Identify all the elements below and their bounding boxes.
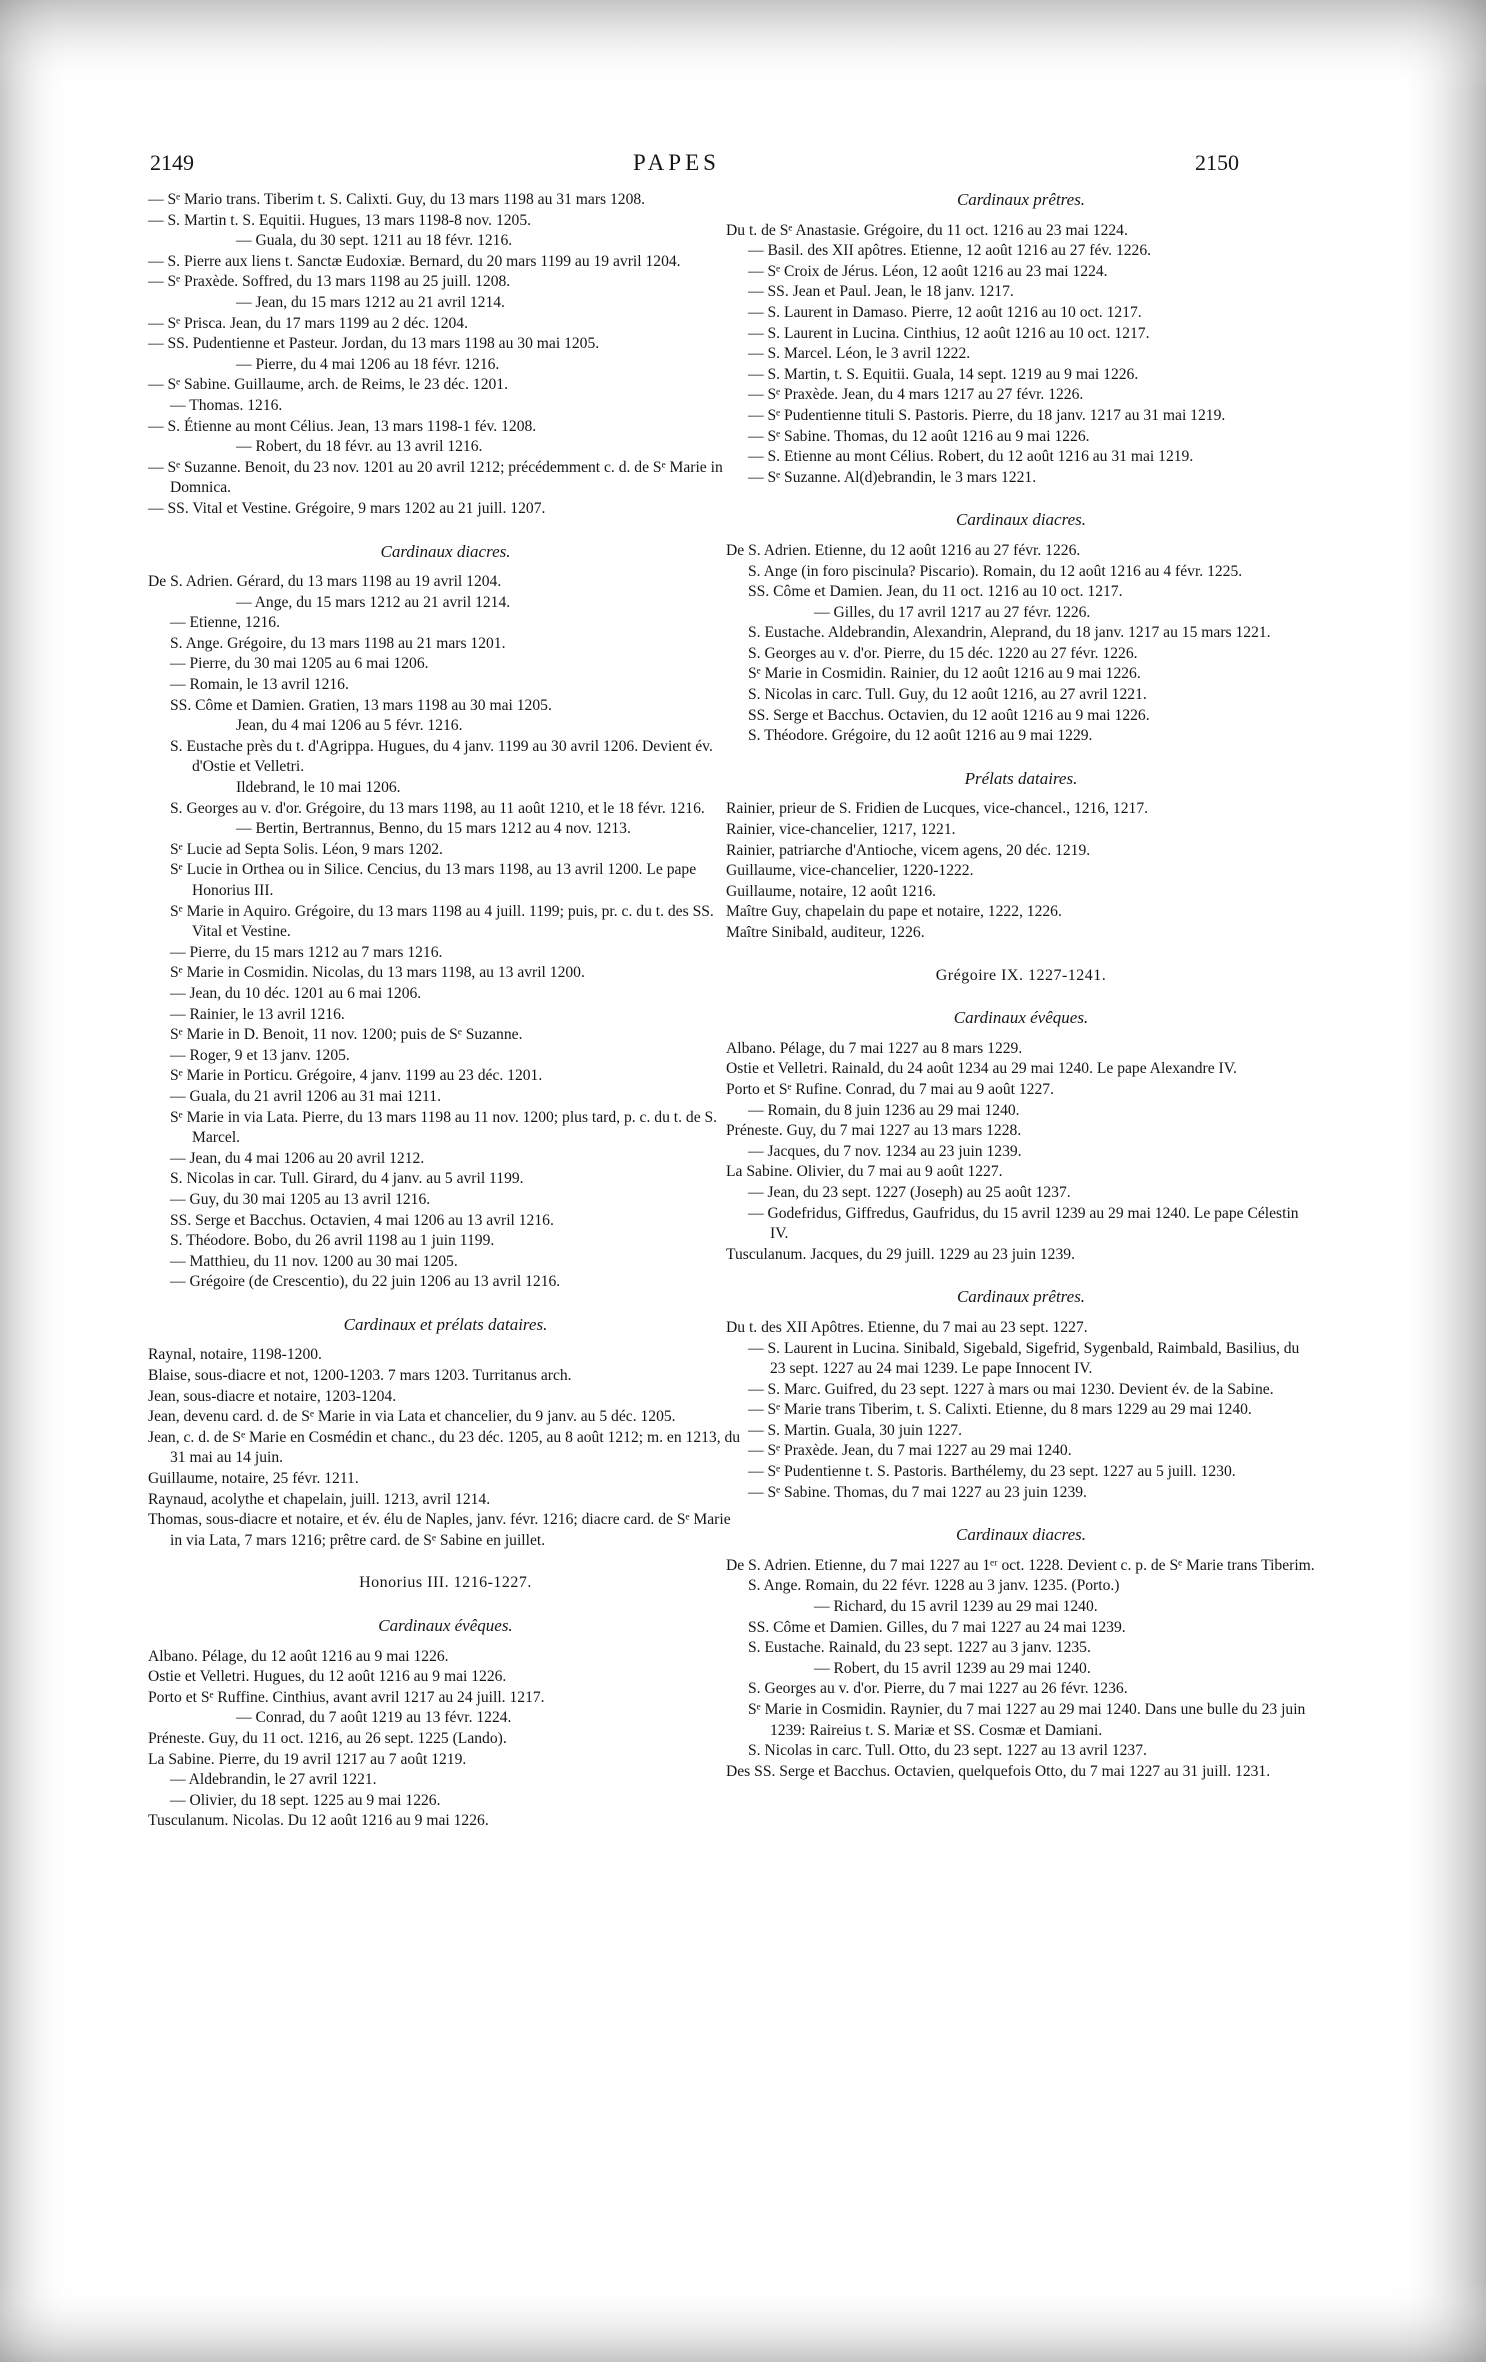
cardinal-entry: — Jean, du 4 mai 1206 au 20 avril 1212. (170, 1149, 425, 1167)
right-column (726, 190, 1316, 1782)
cardinal-entry: — Grégoire (de Crescentio), du 22 juin 1206 au 13 avril 1216. (170, 1273, 561, 1291)
cardinal-entry: — Sᵉ Pudentienne tituli S. Pastoris. Pierre, du 18 janv. 1217 au 31 mai 1219. (748, 406, 1226, 424)
cardinal-entry: S. Ange. Romain, du 22 févr. 1228 au 3 janv. 1235. (Porto.) (748, 1577, 1120, 1595)
cardinal-entry: Albano. Pélage, du 7 mai 1227 au 8 mars 1229. (726, 1039, 1023, 1057)
left-page-number: 2149 (150, 150, 194, 175)
cardinal-entry: — Pierre, du 4 mai 1206 au 18 févr. 1216. (236, 355, 500, 373)
cardinal-entry: Thomas, sous-diacre et notaire, et év. élu de Naples, janv. févr. 1216; diacre card. de Sᵉ Marie in via Lata, 7 mars 1216; prêtre card. de Sᵉ Sabine en juillet. (148, 1511, 731, 1549)
cardinal-entry: — Jean, du 10 déc. 1201 au 6 mai 1206. (170, 984, 422, 1002)
section-heading: Cardinaux diacres. (380, 541, 511, 561)
cardinal-entry: Maître Sinibald, auditeur, 1226. (726, 924, 925, 941)
cardinal-entry: — S. Marc. Guifred, du 23 sept. 1227 à mars ou mai 1230. Devient év. de la Sabine. (748, 1380, 1274, 1398)
cardinal-entry: Ostie et Velletri. Hugues, du 12 août 1216 au 9 mai 1226. (148, 1668, 507, 1686)
cardinal-entry: — S. Laurent in Damaso. Pierre, 12 août 1216 au 10 oct. 1217. (748, 303, 1142, 321)
section-heading: Prélats dataires. (964, 768, 1078, 788)
cardinal-entry: Sᵉ Marie in via Lata. Pierre, du 13 mars 1198 au 11 nov. 1200; plus tard, p. c. du t. de S. Marcel. (170, 1108, 718, 1147)
cardinal-entry: S. Théodore. Grégoire, du 12 août 1216 au 9 mai 1229. (748, 727, 1093, 745)
running-title: PAPES (633, 150, 720, 175)
pontificate-heading: Grégoire IX. 1227-1241. (935, 966, 1107, 984)
cardinal-entry: — Richard, du 15 avril 1239 au 29 mai 1240. (814, 1598, 1098, 1616)
cardinal-entry: — Roger, 9 et 13 janv. 1205. (170, 1046, 350, 1064)
cardinal-entry: Tusculanum. Jacques, du 29 juill. 1229 au 23 juin 1239. (726, 1245, 1075, 1263)
cardinal-entry: Ildebrand, le 10 mai 1206. (236, 779, 401, 797)
cardinal-entry: — S. Étienne au mont Célius. Jean, 13 mars 1198-1 fév. 1208. (148, 417, 537, 435)
section-heading: Cardinaux diacres. (955, 510, 1086, 530)
cardinal-entry: SS. Serge et Bacchus. Octavien, 4 mai 1206 au 13 avril 1216. (170, 1211, 554, 1229)
cardinal-entry: Jean, devenu card. d. de Sᵉ Marie in via Lata et chancelier, du 9 janv. au 5 déc. 1205. (148, 1408, 676, 1426)
cardinal-entry: S. Ange. Grégoire, du 13 mars 1198 au 21 mars 1201. (170, 634, 506, 652)
cardinal-entry: Maître Guy, chapelain du pape et notaire, 1222, 1226. (726, 903, 1062, 921)
cardinal-entry: La Sabine. Pierre, du 19 avril 1217 au 7 août 1219. (148, 1750, 467, 1768)
cardinal-entry: De S. Adrien. Gérard, du 13 mars 1198 au 19 avril 1204. (148, 573, 502, 591)
cardinal-entry: Tusculanum. Nicolas. Du 12 août 1216 au 9 mai 1226. (148, 1812, 489, 1830)
cardinal-entry: Sᵉ Lucie in Orthea ou in Silice. Cencius, du 13 mars 1198, au 13 avril 1200. Le pape Honorius III. (170, 861, 697, 899)
cardinal-entry: — S. Martin. Guala, 30 juin 1227. (748, 1421, 962, 1439)
cardinal-entry: Du t. de Sᵉ Anastasie. Grégoire, du 11 oct. 1216 au 23 mai 1224. (726, 221, 1128, 239)
cardinal-entry: S. Georges au v. d'or. Pierre, du 7 mai 1227 au 26 févr. 1236. (748, 1680, 1128, 1698)
cardinal-entry: Guillaume, vice-chancelier, 1220-1222. (726, 862, 974, 880)
cardinal-entry: — Robert, du 15 avril 1239 au 29 mai 1240. (814, 1659, 1091, 1677)
cardinal-entry: — Jean, du 23 sept. 1227 (Joseph) au 25 août 1237. (748, 1183, 1071, 1201)
cardinal-entry: — Sᵉ Praxède. Jean, du 4 mars 1217 au 27 févr. 1226. (748, 386, 1084, 404)
cardinal-entry: S. Théodore. Bobo, du 26 avril 1198 au 1 juin 1199. (170, 1232, 495, 1250)
cardinal-entry: Préneste. Guy, du 11 oct. 1216, au 26 sept. 1225 (Lando). (148, 1729, 507, 1747)
cardinal-entry: Sᵉ Marie in Porticu. Grégoire, 4 janv. 1199 au 23 déc. 1201. (170, 1067, 543, 1085)
cardinal-entry: De S. Adrien. Etienne, du 12 août 1216 au 27 févr. 1226. (726, 541, 1081, 559)
cardinal-entry: — S. Pierre aux liens t. Sanctæ Eudoxiæ. Bernard, du 20 mars 1199 au 19 avril 1204. (148, 252, 681, 270)
cardinal-entry: — Olivier, du 18 sept. 1225 au 9 mai 1226. (170, 1791, 441, 1809)
cardinal-entry: Jean, du 4 mai 1206 au 5 févr. 1216. (236, 717, 463, 735)
cardinal-entry: — S. Martin t. S. Equitii. Hugues, 13 mars 1198-8 nov. 1205. (148, 211, 532, 229)
cardinal-entry: — SS. Jean et Paul. Jean, le 18 janv. 1217. (748, 283, 1014, 301)
cardinal-entry: Guillaume, notaire, 25 févr. 1211. (148, 1470, 359, 1488)
cardinal-entry: — Guala, du 30 sept. 1211 au 18 févr. 1216. (236, 232, 513, 250)
cardinal-entry: Des SS. Serge et Bacchus. Octavien, quelquefois Otto, du 7 mai 1227 au 31 juill. 1231. (726, 1762, 1271, 1780)
cardinal-entry: — Romain, le 13 avril 1216. (170, 676, 349, 694)
cardinal-entry: — Jean, du 15 mars 1212 au 21 avril 1214. (236, 293, 505, 311)
cardinal-entry: — Sᵉ Sabine. Guillaume, arch. de Reims, le 23 déc. 1201. (148, 376, 508, 394)
cardinal-entry: Préneste. Guy, du 7 mai 1227 au 13 mars 1228. (726, 1122, 1022, 1140)
cardinal-entry: — Basil. des XII apôtres. Etienne, 12 août 1216 au 27 fév. 1226. (748, 242, 1152, 260)
cardinal-entry: — SS. Vital et Vestine. Grégoire, 9 mars 1202 au 21 juill. 1207. (148, 499, 546, 517)
cardinal-entry: — Pierre, du 15 mars 1212 au 7 mars 1216. (170, 943, 443, 961)
cardinal-entry: — Sᵉ Sabine. Thomas, du 7 mai 1227 au 23 juin 1239. (748, 1483, 1087, 1501)
right-page-number: 2150 (1195, 150, 1239, 175)
cardinal-entry: — Guy, du 30 mai 1205 au 13 avril 1216. (170, 1190, 431, 1208)
cardinal-entry: Rainier, prieur de S. Fridien de Lucques, vice-chancel., 1216, 1217. (726, 800, 1149, 818)
cardinal-entry: Porto et Sᵉ Ruffine. Cinthius, avant avril 1217 au 24 juill. 1217. (148, 1688, 545, 1706)
cardinal-entry: — Rainier, le 13 avril 1216. (170, 1005, 345, 1023)
cardinal-entry: — SS. Pudentienne et Pasteur. Jordan, du 13 mars 1198 au 30 mai 1205. (148, 335, 600, 353)
cardinal-entry: Sᵉ Marie in Cosmidin. Nicolas, du 13 mars 1198, au 13 avril 1200. (170, 964, 585, 982)
pontificate-heading: Honorius III. 1216-1227. (359, 1574, 532, 1592)
cardinal-entry: Du t. des XII Apôtres. Etienne, du 7 mai au 23 sept. 1227. (726, 1318, 1088, 1336)
cardinal-entry: S. Eustache. Rainald, du 23 sept. 1227 au 3 janv. 1235. (748, 1639, 1091, 1657)
cardinal-entry: Rainier, vice-chancelier, 1217, 1221. (726, 821, 956, 839)
cardinal-entry: Sᵉ Marie in Aquiro. Grégoire, du 13 mars 1198 au 4 juill. 1199; puis, pr. c. du t. des SS. Vital et Vestine. (170, 902, 714, 941)
section-heading: Cardinaux évêques. (953, 1008, 1089, 1028)
cardinal-entry: — S. Laurent in Lucina. Sinibald, Sigebald, Sigefrid, Sygenbald, Raimbald, Basilius, du 23 sept. 1227 au 24 mai 1239. Le pape Innocent IV. (748, 1339, 1300, 1378)
cardinal-entry: — Gilles, du 17 avril 1217 au 27 févr. 1226. (814, 603, 1091, 621)
cardinal-entry: — Conrad, du 7 août 1219 au 13 févr. 1224. (236, 1709, 512, 1727)
cardinal-entry: S. Eustache près du t. d'Agrippa. Hugues, du 4 janv. 1199 au 30 avril 1206. Devient év. d'Ostie et Velletri. (170, 737, 713, 776)
cardinal-entry: — Thomas. 1216. (170, 396, 283, 414)
cardinal-entry: Porto et Sᵉ Rufine. Conrad, du 7 mai au 9 août 1227. (726, 1080, 1054, 1098)
cardinal-entry: S. Eustache. Aldebrandin, Alexandrin, Aleprand, du 18 janv. 1217 au 15 mars 1221. (748, 624, 1271, 642)
cardinal-entry: S. Georges au v. d'or. Grégoire, du 13 mars 1198, au 11 août 1210, et le 18 févr. 1216. (170, 799, 705, 817)
cardinal-entry: — Matthieu, du 11 nov. 1200 au 30 mai 1205. (170, 1252, 458, 1270)
cardinal-entry: — Bertin, Bertrannus, Benno, du 15 mars 1212 au 4 nov. 1213. (236, 820, 631, 838)
cardinal-entry: SS. Côme et Damien. Gratien, 13 mars 1198 au 30 mai 1205. (170, 696, 552, 714)
cardinal-entry: — Sᵉ Pudentienne t. S. Pastoris. Barthélemy, du 23 sept. 1227 au 5 juill. 1230. (748, 1463, 1236, 1481)
cardinal-entry: S. Nicolas in carc. Tull. Guy, du 12 août 1216, au 27 avril 1221. (748, 686, 1147, 704)
cardinal-entry: SS. Serge et Bacchus. Octavien, du 12 août 1216 au 9 mai 1226. (748, 706, 1150, 724)
cardinal-entry: SS. Côme et Damien. Jean, du 11 oct. 1216 au 10 oct. 1217. (748, 583, 1123, 601)
cardinal-entry: — Sᵉ Prisca. Jean, du 17 mars 1199 au 2 déc. 1204. (148, 314, 469, 332)
cardinal-entry: — Romain, du 8 juin 1236 au 29 mai 1240. (748, 1101, 1020, 1119)
cardinal-entry: — Robert, du 18 févr. au 13 avril 1216. (236, 438, 483, 456)
cardinal-entry: Sᵉ Marie in D. Benoit, 11 nov. 1200; puis de Sᵉ Suzanne. (170, 1026, 523, 1044)
section-heading: Cardinaux et prélats dataires. (343, 1314, 548, 1334)
cardinal-entry: — Sᵉ Praxède. Jean, du 7 mai 1227 au 29 mai 1240. (748, 1442, 1072, 1460)
cardinal-entry: Guillaume, notaire, 12 août 1216. (726, 882, 937, 900)
cardinal-entry: — Jacques, du 7 nov. 1234 au 23 juin 1239. (748, 1142, 1022, 1160)
cardinal-entry: — Sᵉ Sabine. Thomas, du 12 août 1216 au 9 mai 1226. (748, 427, 1090, 445)
cardinal-entry: Raynaud, acolythe et chapelain, juill. 1213, avril 1214. (148, 1490, 491, 1508)
cardinal-entry: Blaise, sous-diacre et not, 1200-1203. 7 mars 1203. Turritanus arch. (148, 1367, 572, 1385)
cardinal-entry: De S. Adrien. Etienne, du 7 mai 1227 au 1ᵉʳ oct. 1228. Devient c. p. de Sᵉ Marie trans Tiberim. (726, 1556, 1315, 1574)
cardinal-entry: Raynal, notaire, 1198-1200. (148, 1346, 322, 1364)
cardinal-entry: Ostie et Velletri. Rainald, du 24 août 1234 au 29 mai 1240. Le pape Alexandre IV. (726, 1060, 1237, 1078)
cardinal-entry: SS. Côme et Damien. Gilles, du 7 mai 1227 au 24 mai 1239. (748, 1618, 1126, 1636)
cardinal-entry: — Sᵉ Suzanne. Benoit, du 23 nov. 1201 au 20 avril 1212; précédemment c. d. de Sᵉ Marie in Domnica. (148, 458, 723, 497)
cardinal-entry: — Aldebrandin, le 27 avril 1221. (170, 1771, 377, 1789)
cardinal-entry: S. Ange (in foro piscinula? Piscario). Romain, du 12 août 1216 au 4 févr. 1225. (748, 562, 1243, 580)
section-heading: Cardinaux prêtres. (956, 1287, 1086, 1307)
cardinal-entry: Sᵉ Lucie ad Septa Solis. Léon, 9 mars 1202. (170, 840, 443, 858)
section-heading: Cardinaux évêques. (378, 1616, 513, 1635)
cardinal-entry: — S. Etienne au mont Célius. Robert, du 12 août 1216 au 31 mai 1219. (748, 448, 1194, 466)
cardinal-entry: Jean, sous-diacre et notaire, 1203-1204. (148, 1387, 397, 1405)
cardinal-entry: — Godefridus, Giffredus, Gaufridus, du 15 avril 1239 au 29 mai 1240. Le pape Célestin IV. (748, 1204, 1299, 1243)
cardinal-entry: S. Georges au v. d'or. Pierre, du 15 déc. 1220 au 27 févr. 1226. (748, 644, 1138, 662)
cardinal-entry: — Sᵉ Praxède. Soffred, du 13 mars 1198 au 25 juill. 1208. (148, 273, 511, 291)
cardinal-entry: Jean, c. d. de Sᵉ Marie en Cosmédin et chanc., du 23 déc. 1205, au 8 août 1212; m. en 1213, du 31 mai au 14 juin. (148, 1428, 741, 1467)
cardinal-entry: — Etienne, 1216. (170, 614, 281, 632)
cardinal-entry: Sᵉ Marie in Cosmidin. Raynier, du 7 mai 1227 au 29 mai 1240. Dans une bulle du 23 juin 1239: Raireius t. S. Mariæ et SS. Cosmæ et Damiani. (748, 1701, 1306, 1739)
cardinal-entry: Albano. Pélage, du 12 août 1216 au 9 mai 1226. (148, 1647, 449, 1665)
cardinal-entry: — Sᵉ Mario trans. Tiberim t. S. Calixti. Guy, du 13 mars 1198 au 31 mars 1208. (148, 191, 646, 208)
left-column (148, 190, 743, 1832)
cardinal-entry: — S. Marcel. Léon, le 3 avril 1222. (748, 345, 971, 363)
cardinal-entry: La Sabine. Olivier, du 7 mai au 9 août 1227. (726, 1163, 1003, 1181)
cardinal-entry: Sᵉ Marie in Cosmidin. Rainier, du 12 août 1216 au 9 mai 1226. (748, 665, 1141, 683)
cardinal-entry: — Sᵉ Suzanne. Al(d)ebrandin, le 3 mars 1221. (748, 468, 1037, 486)
cardinal-entry: Rainier, patriarche d'Antioche, vicem agens, 20 déc. 1219. (726, 841, 1091, 859)
section-heading: Cardinaux diacres. (955, 1525, 1086, 1545)
cardinal-entry: — Pierre, du 30 mai 1205 au 6 mai 1206. (170, 655, 429, 673)
cardinal-entry: — Sᵉ Croix de Jérus. Léon, 12 août 1216 au 23 mai 1224. (748, 262, 1108, 280)
cardinal-entry: — Guala, du 21 avril 1206 au 31 mai 1211. (170, 1087, 441, 1105)
section-heading: Cardinaux prêtres. (956, 190, 1086, 209)
cardinal-entry: S. Nicolas in carc. Tull. Otto, du 23 sept. 1227 au 13 avril 1237. (748, 1742, 1147, 1760)
cardinal-entry: S. Nicolas in car. Tull. Girard, du 4 janv. au 5 avril 1199. (170, 1170, 524, 1188)
cardinal-entry: — S. Martin, t. S. Equitii. Guala, 14 sept. 1219 au 9 mai 1226. (748, 365, 1139, 383)
cardinal-entry: — Sᵉ Marie trans Tiberim, t. S. Calixti. Etienne, du 8 mars 1229 au 29 mai 1240. (748, 1401, 1252, 1419)
cardinal-entry: — S. Laurent in Lucina. Cinthius, 12 août 1216 au 10 oct. 1217. (748, 324, 1150, 342)
cardinal-entry: — Ange, du 15 mars 1212 au 21 avril 1214. (236, 593, 511, 611)
